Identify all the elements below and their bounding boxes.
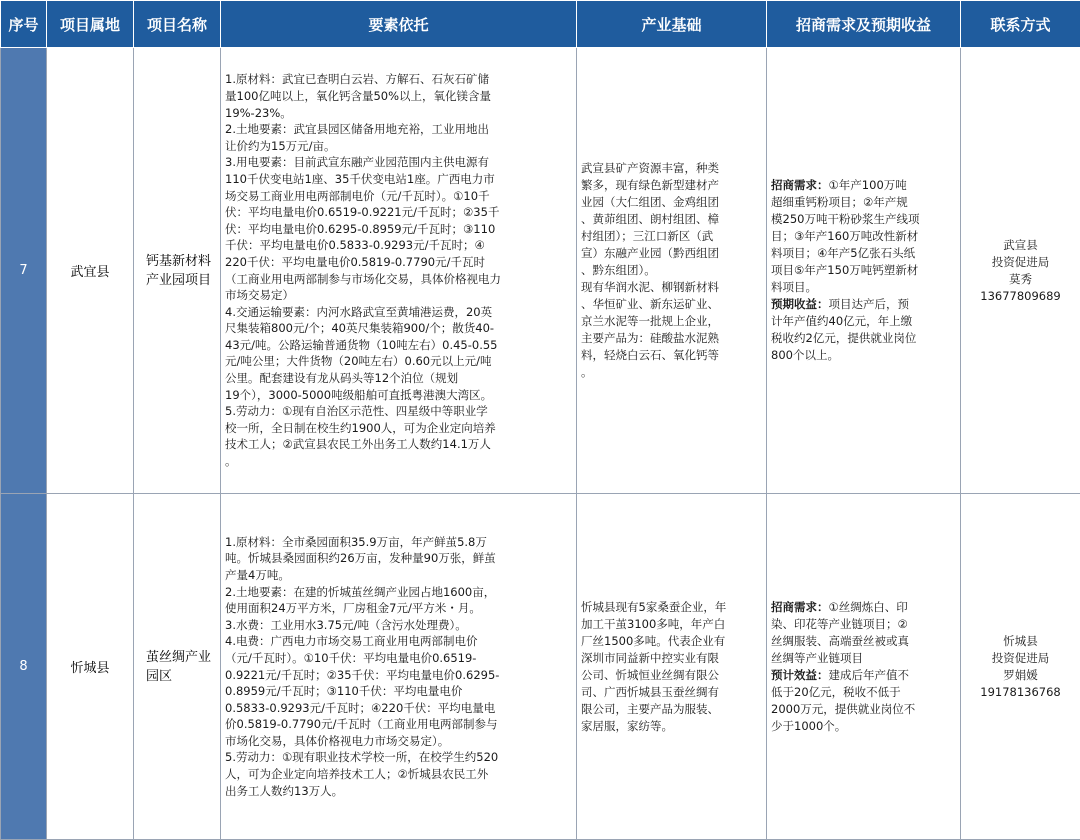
table-row bbox=[1, 494, 1080, 840]
header-industry-base: 产业基础 bbox=[577, 1, 767, 48]
demand-line bbox=[771, 177, 956, 194]
demand-line: 染、印花等产业链项目；② bbox=[771, 616, 956, 633]
industry-base-line: 深圳市同益新中控实业有限 bbox=[581, 650, 762, 667]
industry-base-line: 家居服，家纺等。 bbox=[581, 718, 762, 735]
requirement-line: 产量4万吨。 bbox=[225, 567, 572, 584]
industry-base-line: 厂丝1500多吨。代表企业有 bbox=[581, 633, 762, 650]
industry-base-line: 宣）东融产业园（黔西组团 bbox=[581, 245, 762, 262]
demand-line: 800个以上。 bbox=[771, 347, 956, 364]
industry-base-line: 料，轻烧白云石、氧化钙等 bbox=[581, 347, 762, 364]
row-seq: 8 bbox=[1, 494, 47, 840]
demand-line: 低于20亿元，税收不低于 bbox=[771, 684, 956, 701]
header-demand-benefit: 招商需求及预期收益 bbox=[767, 1, 961, 48]
requirement-line: 4.交通运输要素：内河水路武宣至黄埔港运费，20英 bbox=[225, 304, 572, 321]
demand-label: 招商需求： bbox=[771, 178, 829, 192]
requirement-line: 技术工人；②武宣县农民工外出务工人数约14.1万人 bbox=[225, 436, 572, 453]
requirement-line: 220千伏：平均电量电价0.5819-0.7790元/千瓦时 bbox=[225, 254, 572, 271]
contact-line: 忻城县 bbox=[961, 633, 1080, 650]
demand-label: 预计效益： bbox=[771, 668, 829, 682]
industry-base-line: 忻城县现有5家桑蚕企业，年 bbox=[581, 599, 762, 616]
demand-line: 模250万吨干粉砂浆生产线项 bbox=[771, 211, 956, 228]
industry-base-line: 限公司，主要产品为服装、 bbox=[581, 701, 762, 718]
row-industry-base bbox=[577, 494, 767, 840]
demand-label: 招商需求： bbox=[771, 600, 829, 614]
requirement-line: 19个），3000-5000吨级船舶可直抵粤港澳大湾区。 bbox=[225, 387, 572, 404]
industry-base-line: 武宣县矿产资源丰富，种类 bbox=[581, 160, 762, 177]
requirement-line: 场交易工商业用电两部制电价（元/千瓦时）。①10千 bbox=[225, 188, 572, 205]
project-name-line: 产业园项目 bbox=[146, 271, 216, 290]
requirement-line: 让价约为15万元/亩。 bbox=[225, 138, 572, 155]
industry-base-line: 主要产品为：硅酸盐水泥熟 bbox=[581, 330, 762, 347]
table-row bbox=[1, 48, 1080, 494]
header-seq: 序号 bbox=[1, 1, 47, 48]
requirement-line: 市场交易定） bbox=[225, 287, 572, 304]
requirement-line: 伏：平均电量电价0.6519-0.9221元/千瓦时；②35千 bbox=[225, 204, 572, 221]
demand-label: 预期收益： bbox=[771, 297, 829, 311]
demand-line bbox=[771, 296, 956, 313]
demand-text: ①丝绸炼白、印 bbox=[829, 600, 908, 614]
requirement-line: 110千伏变电站1座、35千伏变电站1座。广西电力市 bbox=[225, 171, 572, 188]
industry-base-line: 加工干茧3100多吨，年产白 bbox=[581, 616, 762, 633]
row-demand-benefit bbox=[767, 494, 961, 840]
demand-line: 计年产值约40亿元，年上缴 bbox=[771, 313, 956, 330]
requirement-line: 量100亿吨以上，氧化钙含量50%以上，氧化镁含量 bbox=[225, 88, 572, 105]
project-name-line: 茧丝绸产业 bbox=[146, 648, 216, 667]
project-name-line: 钙基新材料 bbox=[146, 252, 216, 271]
requirement-line: 4.电费：广西电力市场交易工商业用电两部制电价 bbox=[225, 633, 572, 650]
contact-line: 投资促进局 bbox=[961, 650, 1080, 667]
requirement-line: 3.用电要素：目前武宣东融产业园范围内主供电源有 bbox=[225, 154, 572, 171]
row-industry-base bbox=[577, 48, 767, 494]
requirement-line: 1.原材料：全市桑园面积35.9万亩，年产鲜茧5.8万 bbox=[225, 534, 572, 551]
industry-base-line: 公司、忻城恒业丝绸有限公 bbox=[581, 667, 762, 684]
header-project-name: 项目名称 bbox=[134, 1, 221, 48]
industry-base-line: 业园（大仁组团、金鸡组团 bbox=[581, 194, 762, 211]
demand-line: 丝绸服装、高端蚕丝被或真 bbox=[771, 633, 956, 650]
industry-base-line: 。 bbox=[581, 364, 762, 381]
row-project-name bbox=[134, 48, 221, 494]
requirement-line: 公里。配套建设有龙从码头等12个泊位（规划 bbox=[225, 370, 572, 387]
project-name-line: 园区 bbox=[146, 667, 216, 686]
requirement-line: 吨。忻城县桑园面积约26万亩，发种量90万张，鲜茧 bbox=[225, 550, 572, 567]
requirement-line: 0.8959元/千瓦时；③110千伏：平均电量电价 bbox=[225, 683, 572, 700]
demand-line: 料项目。 bbox=[771, 279, 956, 296]
row-demand-benefit bbox=[767, 48, 961, 494]
contact-line: 莫秀 bbox=[961, 271, 1080, 288]
requirement-line: 2.土地要素：在建的忻城茧丝绸产业园占地1600亩， bbox=[225, 584, 572, 601]
industry-base-line: 、黄茆组团、朗村组团、樟 bbox=[581, 211, 762, 228]
industry-base-line: 、黔东组团）。 bbox=[581, 262, 762, 279]
requirement-line: 19%-23%。 bbox=[225, 105, 572, 122]
requirement-line: （元/千瓦时）。①10千伏：平均电量电价0.6519- bbox=[225, 650, 572, 667]
demand-text: ①年产100万吨 bbox=[829, 178, 907, 192]
header-row bbox=[1, 1, 1080, 48]
row-seq: 7 bbox=[1, 48, 47, 494]
demand-line bbox=[771, 667, 956, 684]
requirement-line: 市场化交易，具体价格视电力市场交易定）。 bbox=[225, 733, 572, 750]
industry-base-line: 繁多，现有绿色新型建材产 bbox=[581, 177, 762, 194]
demand-line: 项目⑤年产150万吨钙塑新材 bbox=[771, 262, 956, 279]
header-place: 项目属地 bbox=[47, 1, 134, 48]
industry-base-line: 京兰水泥等一批规上企业， bbox=[581, 313, 762, 330]
requirement-line: 校一所，全日制在校生约1900人，可为企业定向培养 bbox=[225, 420, 572, 437]
requirement-line: 伏：平均电量电价0.6295-0.8959元/千瓦时；③110 bbox=[225, 221, 572, 238]
demand-line bbox=[771, 599, 956, 616]
requirement-line: 使用面积24万平方米，厂房租金7元/平方米・月。 bbox=[225, 600, 572, 617]
requirement-line: 3.水费：工业用水3.75元/吨（含污水处理费）。 bbox=[225, 617, 572, 634]
contact-line: 13677809689 bbox=[961, 288, 1080, 305]
demand-line: 超细重钙粉项目；②年产规 bbox=[771, 194, 956, 211]
demand-line: 料项目；④年产5亿张石头纸 bbox=[771, 245, 956, 262]
requirement-line: 尺集装箱800元/个；40英尺集装箱900/个；散货40- bbox=[225, 320, 572, 337]
contact-line: 投资促进局 bbox=[961, 254, 1080, 271]
requirement-line: 千伏：平均电量电价0.5833-0.9293元/千瓦时；④ bbox=[225, 237, 572, 254]
header-contact: 联系方式 bbox=[961, 1, 1080, 48]
requirement-line: 43元/吨。公路运输普通货物（10吨左右）0.45-0.55 bbox=[225, 337, 572, 354]
industry-base-line: 、华恒矿业、新东运矿业、 bbox=[581, 296, 762, 313]
contact-line: 武宣县 bbox=[961, 237, 1080, 254]
contact-line: 罗娟媛 bbox=[961, 667, 1080, 684]
demand-line: 税收约2亿元，提供就业岗位 bbox=[771, 330, 956, 347]
industry-base-line: 司、广西忻城县玉蚕丝绸有 bbox=[581, 684, 762, 701]
requirement-line: 0.5833-0.9293元/千瓦时；④220千伏：平均电量电 bbox=[225, 700, 572, 717]
row-place: 武宜县 bbox=[47, 48, 134, 494]
requirement-line: 元/吨公里；大件货物（20吨左右）0.60元以上元/吨 bbox=[225, 353, 572, 370]
contact-line: 19178136768 bbox=[961, 684, 1080, 701]
requirement-line: 人，可为企业定向培养技术工人；②忻城县农民工外 bbox=[225, 766, 572, 783]
row-place: 忻城县 bbox=[47, 494, 134, 840]
row-project-name bbox=[134, 494, 221, 840]
requirement-line: 出务工人数约13万人。 bbox=[225, 783, 572, 800]
demand-text: 项目达产后，预 bbox=[829, 297, 910, 311]
requirement-line: 。 bbox=[225, 453, 572, 470]
row-contact bbox=[961, 48, 1080, 494]
requirement-line: 1.原材料：武宜已查明白云岩、方解石、石灰石矿储 bbox=[225, 71, 572, 88]
demand-line: 2000万元，提供就业岗位不 bbox=[771, 701, 956, 718]
requirement-line: 5.劳动力：①现有自治区示范性、四星级中等职业学 bbox=[225, 403, 572, 420]
row-requirements bbox=[221, 48, 577, 494]
industry-base-line: 现有华润水泥、柳钢新材料 bbox=[581, 279, 762, 296]
demand-line: 少于1000个。 bbox=[771, 718, 956, 735]
row-requirements bbox=[221, 494, 577, 840]
demand-text: 建成后年产值不 bbox=[829, 668, 910, 682]
requirement-line: 价0.5819-0.7790元/千瓦时（工商业用电两部制参与 bbox=[225, 716, 572, 733]
requirement-line: 0.9221元/千瓦时；②35千伏：平均电量电价0.6295- bbox=[225, 667, 572, 684]
requirement-line: 2.土地要素：武宜县园区储备用地充裕，工业用地出 bbox=[225, 121, 572, 138]
demand-line: 丝绸等产业链项目 bbox=[771, 650, 956, 667]
header-requirements: 要素依托 bbox=[221, 1, 577, 48]
requirement-line: 5.劳动力：①现有职业技术学校一所，在校学生约520 bbox=[225, 749, 572, 766]
requirement-line: （工商业用电两部制参与市场化交易，具体价格视电力 bbox=[225, 271, 572, 288]
row-contact bbox=[961, 494, 1080, 840]
industry-base-line: 村组团）；三江口新区（武 bbox=[581, 228, 762, 245]
demand-line: 目；③年产160万吨改性新材 bbox=[771, 228, 956, 245]
